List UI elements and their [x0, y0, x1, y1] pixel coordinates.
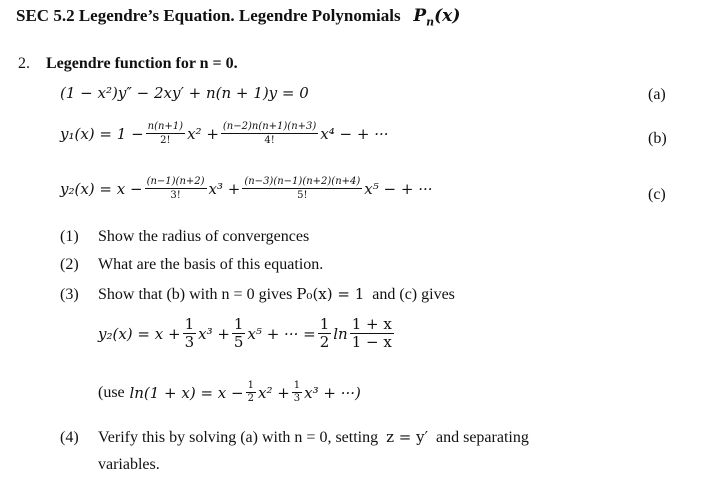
- equation-a: [60, 84, 309, 102]
- hint-fraction-1: [246, 380, 256, 405]
- fraction-numerator: 1: [247, 380, 254, 391]
- section-title-text: SEC 5.2 Legendre’s Equation. Legendre Polynomials: [16, 6, 401, 25]
- hint-lead: ln(1 + x) = x −: [129, 383, 244, 402]
- legendre-poly-symbol: [413, 6, 461, 29]
- equation-b-middle: x² +: [187, 124, 219, 143]
- equation-b-fraction-2: [221, 120, 318, 147]
- fraction-numerator: n(n+1): [147, 121, 184, 132]
- result-fraction-3: [318, 316, 332, 351]
- item-math: z = y′: [386, 428, 428, 446]
- list-item: [60, 256, 323, 274]
- fraction-denominator: 3: [293, 393, 301, 404]
- result-ln: ln: [333, 324, 348, 343]
- fraction-denominator: 5: [233, 333, 244, 351]
- item-text-end: and (c) gives: [372, 286, 455, 303]
- hint-line: [98, 380, 361, 405]
- item-continuation: variables.: [98, 456, 160, 473]
- equation-b-fraction-1: [146, 120, 185, 147]
- problem-heading: [18, 55, 238, 73]
- fraction-denominator: 2!: [160, 135, 171, 146]
- item-number: (2): [60, 256, 79, 273]
- result-term-1: x³ +: [198, 324, 230, 343]
- fraction-denominator: 3: [184, 333, 195, 351]
- equation-c-tail: x⁵ − + ···: [364, 179, 433, 198]
- fraction-denominator: 5!: [297, 190, 308, 201]
- fraction-denominator: 1 − x: [351, 333, 392, 351]
- item-number: (1): [60, 228, 79, 245]
- fraction-numerator: 1: [293, 380, 301, 391]
- fraction-numerator: 1: [233, 315, 244, 333]
- hint-term-2: x³ + ···): [304, 383, 361, 402]
- result-equation: [98, 316, 396, 351]
- list-item: [60, 428, 529, 447]
- equation-a-tag: (a): [648, 86, 666, 103]
- poly-argument: (x): [434, 6, 461, 26]
- poly-subscript: n: [426, 15, 435, 29]
- result-fraction-2: [232, 316, 246, 351]
- item-text-end: and separating: [436, 429, 529, 446]
- item-text: What are the basis of this equation.: [98, 256, 324, 273]
- list-item: [60, 228, 309, 246]
- equation-b: [60, 120, 389, 147]
- result-lead: y₂(x) = x +: [98, 324, 181, 343]
- fraction-numerator: 1 + x: [351, 315, 392, 333]
- problem-number: 2.: [18, 55, 30, 72]
- result-fraction-1: [183, 316, 197, 351]
- item-math: P₀(x) = 1: [296, 285, 365, 303]
- equation-b-tag: (b): [648, 130, 667, 147]
- fraction-denominator: 2: [247, 393, 254, 404]
- fraction-denominator: 4!: [264, 135, 275, 146]
- poly-symbol: P: [413, 6, 427, 26]
- equation-a-text: (1 − x²)y″ − 2xy′ + n(n + 1)y = 0: [60, 84, 309, 102]
- item-text: Show that (b) with n = 0 gives: [98, 286, 293, 303]
- list-item: [60, 285, 455, 304]
- equation-b-tail: x⁴ − + ···: [320, 124, 389, 143]
- fraction-denominator: 2: [319, 333, 330, 351]
- equation-c-fraction-1: [145, 175, 207, 202]
- result-fraction-4: [350, 316, 394, 351]
- equation-c: [60, 175, 433, 202]
- section-title: [16, 6, 460, 28]
- equation-c-fraction-2: [242, 175, 362, 202]
- fraction-denominator: 3!: [170, 190, 181, 201]
- equation-b-lead: y₁(x) = 1 −: [60, 124, 144, 143]
- equation-c-middle: x³ +: [208, 179, 241, 198]
- item-text: Verify this by solving (a) with n = 0, setting: [98, 429, 379, 446]
- item-number: (3): [60, 286, 79, 303]
- fraction-numerator: 1: [319, 315, 330, 333]
- fraction-numerator: (n−1)(n+2): [146, 176, 205, 187]
- item-number: (4): [60, 429, 79, 446]
- equation-c-tag: (c): [648, 186, 666, 203]
- fraction-numerator: (n−3)(n−1)(n+2)(n+4): [244, 176, 361, 187]
- result-term-2: x⁵ + ··· =: [247, 324, 316, 343]
- equation-c-lead: y₂(x) = x −: [60, 179, 143, 198]
- fraction-numerator: (n−2)n(n+1)(n+3): [222, 121, 317, 132]
- problem-title: Legendre function for n = 0.: [46, 55, 238, 72]
- hint-open: (use: [98, 383, 125, 401]
- hint-term-1: x² +: [257, 383, 290, 402]
- hint-fraction-2: [292, 380, 302, 405]
- item-text: Show the radius of convergences: [98, 228, 310, 245]
- fraction-numerator: 1: [184, 315, 195, 333]
